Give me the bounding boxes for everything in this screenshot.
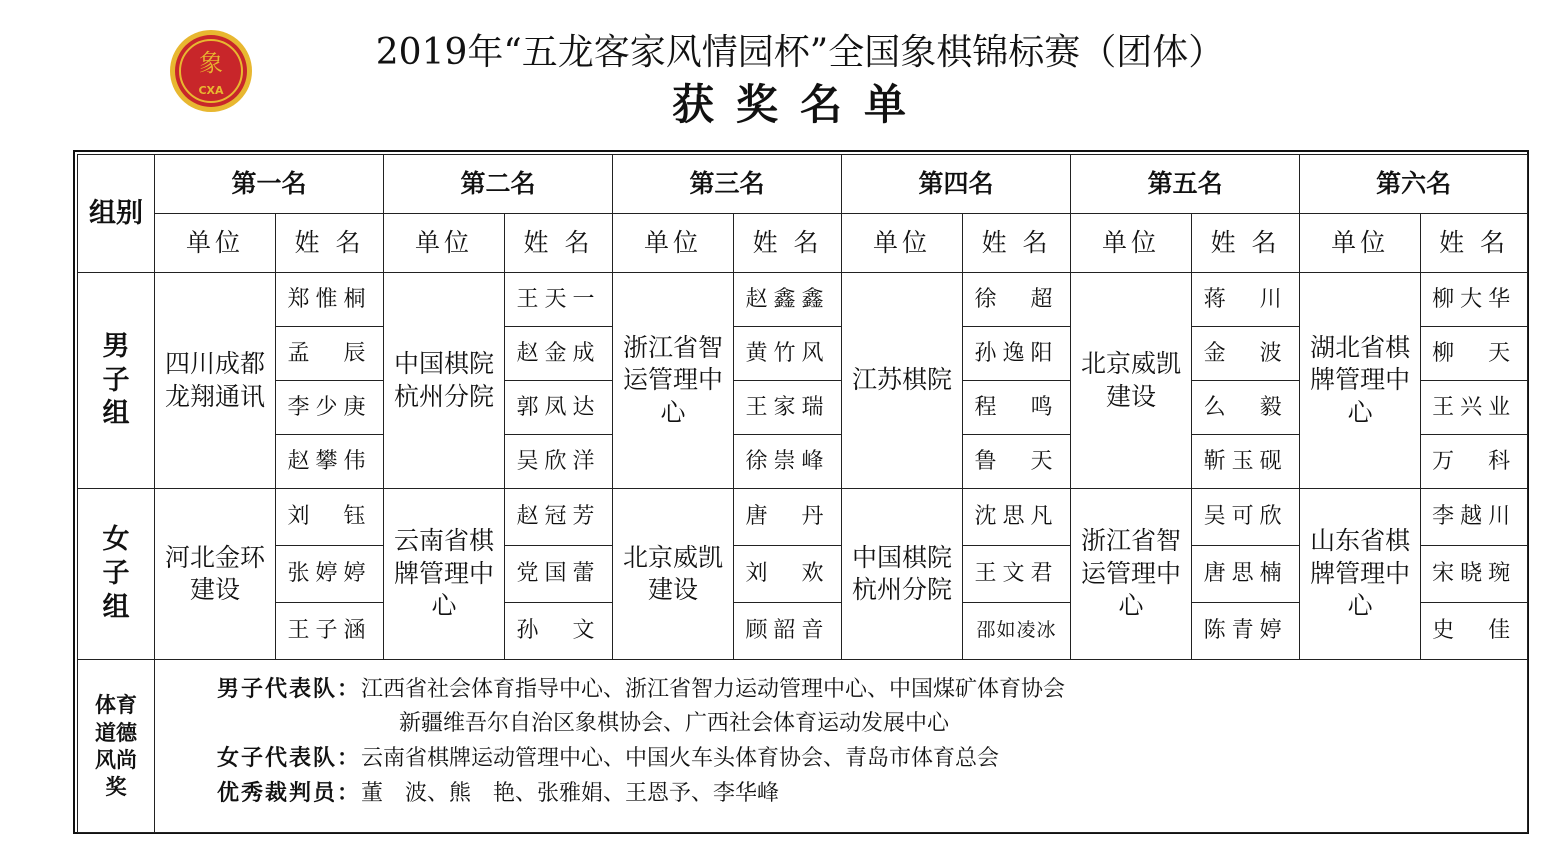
unit-header: 单位 — [1300, 214, 1421, 273]
women-player-name: 唐 丹 — [734, 489, 842, 546]
men-player-name: 徐 超 — [963, 273, 1071, 327]
name-header: 姓 名 — [734, 214, 842, 273]
men-team-unit: 浙江省智运管理中心 — [613, 273, 734, 489]
men-player-name: 徐崇峰 — [734, 435, 842, 489]
men-teams-label: 男子代表队： — [217, 676, 362, 702]
place-header: 第六名 — [1300, 155, 1528, 214]
awards-table — [77, 154, 1528, 833]
women-player-name: 李越川 — [1421, 489, 1528, 546]
referee-label: 优秀裁判员： — [217, 780, 362, 806]
place-header: 第五名 — [1071, 155, 1300, 214]
men-player-name: 孟 辰 — [276, 327, 384, 381]
name-header: 姓 名 — [1192, 214, 1300, 273]
women-teams-label: 女子代表队： — [217, 745, 362, 771]
men-team-unit: 四川成都龙翔通讯 — [155, 273, 276, 489]
svg-text:象: 象 — [199, 49, 223, 77]
unit-header: 单位 — [842, 214, 963, 273]
women-group-label: 女子组 — [78, 489, 155, 660]
men-player-name: 万 科 — [1421, 435, 1528, 489]
women-team-unit: 云南省棋牌管理中心 — [384, 489, 505, 660]
women-player-name: 党国蕾 — [505, 546, 613, 603]
women-player-name: 吴可欣 — [1192, 489, 1300, 546]
women-team-unit: 山东省棋牌管理中心 — [1300, 489, 1421, 660]
unit-header: 单位 — [155, 214, 276, 273]
women-player-name: 史 佳 — [1421, 603, 1528, 660]
logo-text: CXA — [198, 84, 224, 97]
unit-header: 单位 — [613, 214, 734, 273]
place-header: 第四名 — [842, 155, 1071, 214]
place-header: 第三名 — [613, 155, 842, 214]
women-player-name: 宋晓琬 — [1421, 546, 1528, 603]
men-player-name: 柳大华 — [1421, 273, 1528, 327]
unit-header: 单位 — [1071, 214, 1192, 273]
name-header: 姓 名 — [1421, 214, 1528, 273]
women-player-name: 唐思楠 — [1192, 546, 1300, 603]
women-team-unit: 北京威凯建设 — [613, 489, 734, 660]
men-teams-award — [217, 672, 1527, 707]
women-team-unit: 中国棋院杭州分院 — [842, 489, 963, 660]
page-subtitle: 获奖名单 — [671, 80, 928, 129]
men-player-name: 鲁 天 — [963, 435, 1071, 489]
men-player-name: 金 波 — [1192, 327, 1300, 381]
unit-header: 单位 — [384, 214, 505, 273]
men-team-unit: 湖北省棋牌管理中心 — [1300, 273, 1421, 489]
men-player-name: 吴欣洋 — [505, 435, 613, 489]
men-player-name: 赵鑫鑫 — [734, 273, 842, 327]
place-header: 第一名 — [155, 155, 384, 214]
men-player-name: 赵攀伟 — [276, 435, 384, 489]
women-teams-award — [217, 741, 1527, 776]
men-player-name: 孙逸阳 — [963, 327, 1071, 381]
women-player-name: 刘 欢 — [734, 546, 842, 603]
men-player-name: 王家瑞 — [734, 381, 842, 435]
men-player-name: 郑惟桐 — [276, 273, 384, 327]
women-teams-line: 云南省棋牌运动管理中心、中国火车头体育协会、青岛市体育总会 — [361, 746, 1000, 771]
men-player-name: 郭凤达 — [505, 381, 613, 435]
men-player-name: 黄竹风 — [734, 327, 842, 381]
men-team-unit: 中国棋院杭州分院 — [384, 273, 505, 489]
men-player-name: 蒋 川 — [1192, 273, 1300, 327]
men-player-name: 程 鸣 — [963, 381, 1071, 435]
chess-association-logo — [166, 28, 256, 114]
men-teams-line-2: 新疆维吾尔自治区象棋协会、广西社会体育运动发展中心 — [399, 711, 950, 736]
men-player-name: 王天一 — [505, 273, 613, 327]
men-player-name: 柳 天 — [1421, 327, 1528, 381]
sportsmanship-award-content — [155, 660, 1528, 833]
sportsmanship-award-label: 体育道德风尚奖 — [78, 660, 155, 833]
women-player-name: 王文君 — [963, 546, 1071, 603]
men-player-name: 王兴业 — [1421, 381, 1528, 435]
women-player-name: 孙 文 — [505, 603, 613, 660]
name-header: 姓 名 — [276, 214, 384, 273]
women-player-name: 陈青婷 — [1192, 603, 1300, 660]
women-player-name: 刘 钰 — [276, 489, 384, 546]
women-player-name: 沈思凡 — [963, 489, 1071, 546]
women-player-name: 赵冠芳 — [505, 489, 613, 546]
women-team-unit: 河北金环建设 — [155, 489, 276, 660]
men-player-name: 么 毅 — [1192, 381, 1300, 435]
referee-line: 董 波、熊 艳、张雅娟、王恩予、李华峰 — [361, 781, 780, 806]
women-player-name: 张婷婷 — [276, 546, 384, 603]
referee-award — [217, 776, 1527, 811]
men-team-unit: 江苏棋院 — [842, 273, 963, 489]
women-player-name: 顾韶音 — [734, 603, 842, 660]
women-team-unit: 浙江省智运管理中心 — [1071, 489, 1192, 660]
page-title: 2019年“五龙客家风情园杯”全国象棋锦标赛（团体） — [375, 32, 1225, 73]
place-header: 第二名 — [384, 155, 613, 214]
name-header: 姓 名 — [505, 214, 613, 273]
women-player-name: 邵如凌冰 — [963, 603, 1071, 660]
men-player-name: 赵金成 — [505, 327, 613, 381]
men-player-name: 李少庚 — [276, 381, 384, 435]
name-header: 姓 名 — [963, 214, 1071, 273]
group-header: 组别 — [78, 155, 155, 273]
women-player-name: 王子涵 — [276, 603, 384, 660]
men-team-unit: 北京威凯建设 — [1071, 273, 1192, 489]
men-group-label: 男子组 — [78, 273, 155, 489]
men-teams-line-1: 江西省社会体育指导中心、浙江省智力运动管理中心、中国煤矿体育协会 — [361, 677, 1066, 702]
men-player-name: 靳玉砚 — [1192, 435, 1300, 489]
